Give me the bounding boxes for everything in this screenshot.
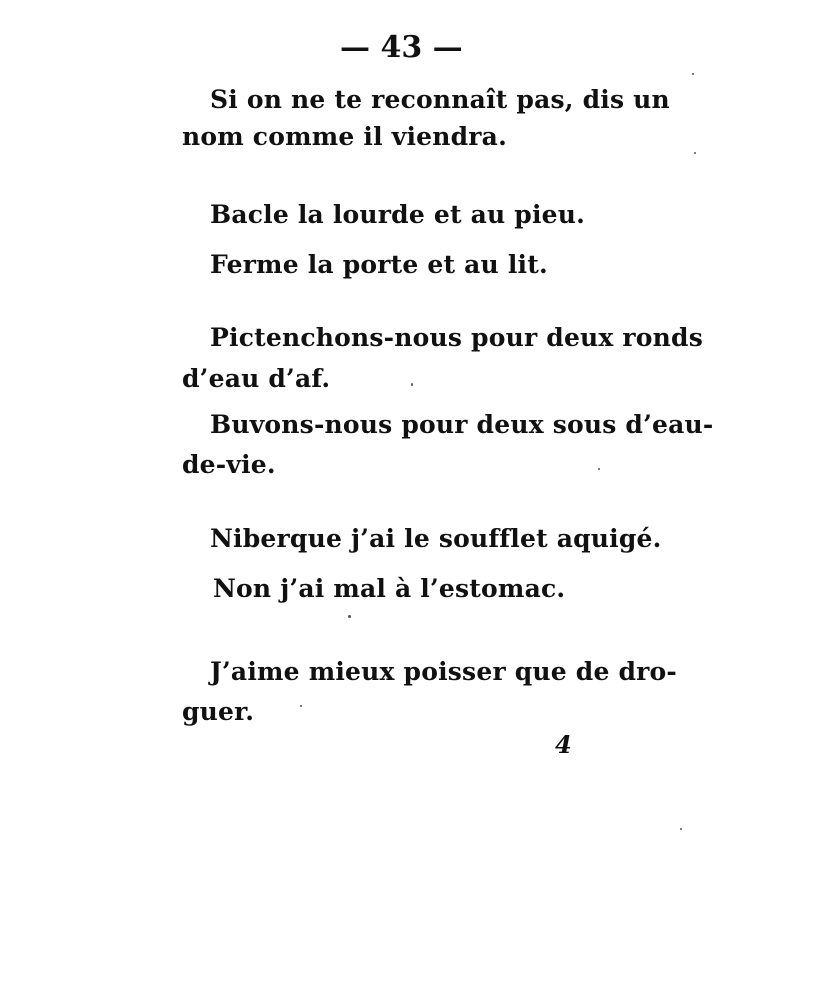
- text-line-4: Ferme la porte et au lit.: [210, 250, 548, 279]
- text-line-8: de-vie.: [182, 450, 276, 479]
- text-line-3: Bacle la lourde et au pieu.: [210, 200, 586, 229]
- scan-speck: [411, 383, 413, 386]
- text-line-1: Si on ne te reconnaît pas, dis un: [210, 85, 670, 114]
- scan-speck: [692, 73, 694, 75]
- signature-mark: 4: [555, 730, 572, 759]
- text-line-11: J’aime mieux poisser que de dro-: [210, 657, 677, 686]
- scan-speck: [680, 828, 682, 830]
- scan-speck: [348, 615, 351, 618]
- scan-speck: [300, 705, 302, 707]
- text-line-5: Pictenchons-nous pour deux ronds: [210, 323, 704, 352]
- scan-speck: [694, 152, 696, 154]
- text-line-12: guer.: [182, 697, 255, 726]
- text-line-10: Non j’ai mal à l’estomac.: [213, 574, 566, 603]
- text-line-6: d’eau d’af.: [182, 364, 331, 393]
- scan-speck: [598, 468, 600, 470]
- text-line-9: Niberque j’ai le soufflet aquigé.: [210, 524, 662, 553]
- text-line-2: nom comme il viendra.: [182, 122, 507, 151]
- text-line-7: Buvons-nous pour deux sous d’eau-: [210, 410, 714, 439]
- page-number: — 43 —: [340, 30, 463, 65]
